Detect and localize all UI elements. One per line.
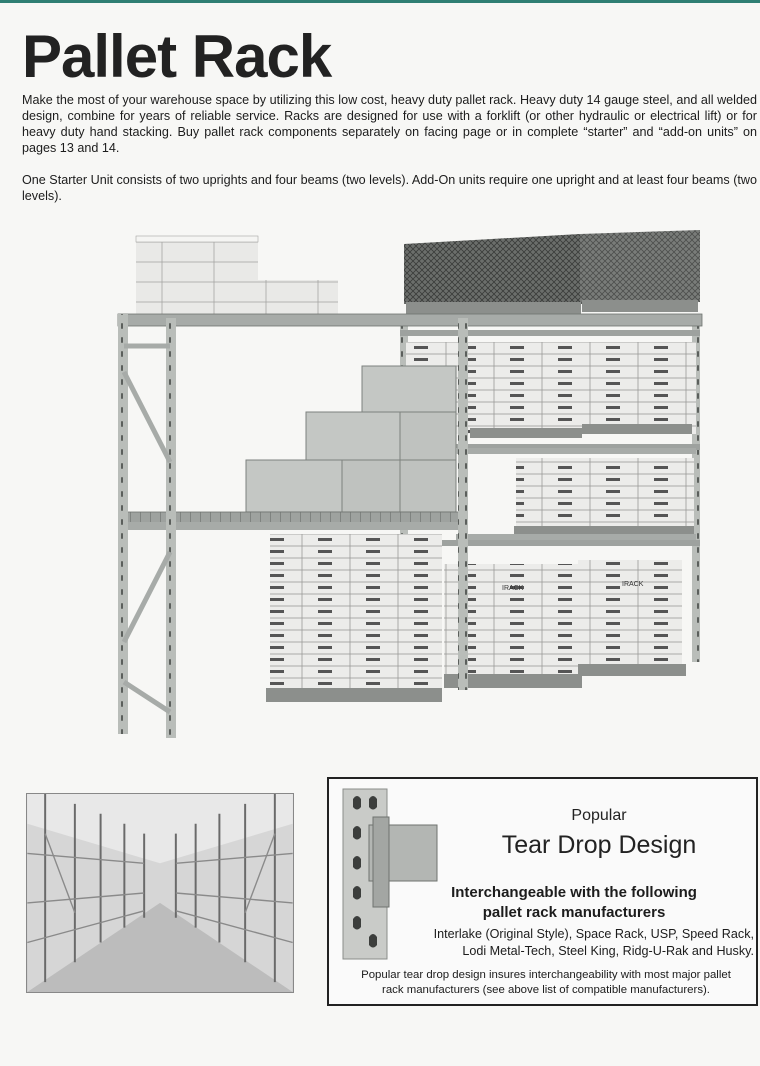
rear-beam-low bbox=[400, 540, 700, 546]
pallet-rack-photo bbox=[110, 222, 710, 742]
right-bay-beam-middle bbox=[456, 448, 696, 454]
carton-label-left: IRACK bbox=[502, 585, 524, 592]
page-title: Pallet Rack bbox=[22, 23, 332, 90]
manufacturer-list bbox=[391, 926, 754, 960]
compatibility-heading-line-1: Interchangeable with the following bbox=[451, 884, 697, 901]
plastic-totes-stack bbox=[246, 366, 456, 512]
tear-drop-design-heading: Tear Drop Design bbox=[501, 831, 697, 859]
front-beam-top bbox=[118, 314, 702, 326]
manufacturer-list-line-1: Interlake (Original Style), Space Rack, USP, Speed Rack, bbox=[433, 927, 754, 941]
storage-boxes-top bbox=[136, 236, 338, 314]
wire-decks-stack bbox=[404, 230, 700, 314]
carton-pallet-middle-right bbox=[514, 458, 694, 536]
manufacturer-list-line-2: Lodi Metal-Tech, Steel King, Ridg-U-Rak and Husky. bbox=[462, 944, 754, 958]
carton-pallet-floor-left bbox=[266, 534, 442, 702]
front-upright-left-depth bbox=[166, 318, 176, 738]
intro-text bbox=[22, 92, 757, 220]
warehouse-aisle-photo bbox=[26, 793, 294, 993]
intro-paragraph-2: One Starter Unit consists of two uprights and four beams (two levels). Add-On units require one upright and at least four beams (two levels). bbox=[22, 173, 757, 203]
rear-beam-top bbox=[400, 330, 700, 336]
popular-label: Popular bbox=[571, 807, 627, 824]
tear-drop-design-box bbox=[327, 777, 758, 1006]
carton-label-right: IRACK bbox=[622, 581, 644, 588]
labeled-carton-stack-right bbox=[578, 560, 686, 676]
interchangeability-note bbox=[341, 968, 751, 998]
compatibility-heading bbox=[429, 883, 719, 923]
front-upright-middle bbox=[458, 318, 468, 690]
interchangeability-note-line-2: rack manufacturers (see above list of compatible manufacturers). bbox=[382, 984, 710, 996]
interchangeability-note-line-1: Popular tear drop design insures interchangeability with most major pallet bbox=[361, 969, 731, 981]
intro-paragraph-1: Make the most of your warehouse space by utilizing this low cost, heavy duty pallet rack. Heavy duty 14 gauge steel, and all welded design, combine for years of reliable service. Racks are designed for use with a forklift (or other hydraulic or electrical lift) or for heavy duty hand stacking. Buy pallet rack components separately on facing page or in complete “starter” and “add-on units” on pages 13 and 14. bbox=[22, 93, 757, 155]
right-bay-beam-low bbox=[456, 534, 696, 540]
top-accent-rule bbox=[0, 0, 760, 3]
compatibility-heading-line-2: pallet rack manufacturers bbox=[482, 904, 666, 921]
